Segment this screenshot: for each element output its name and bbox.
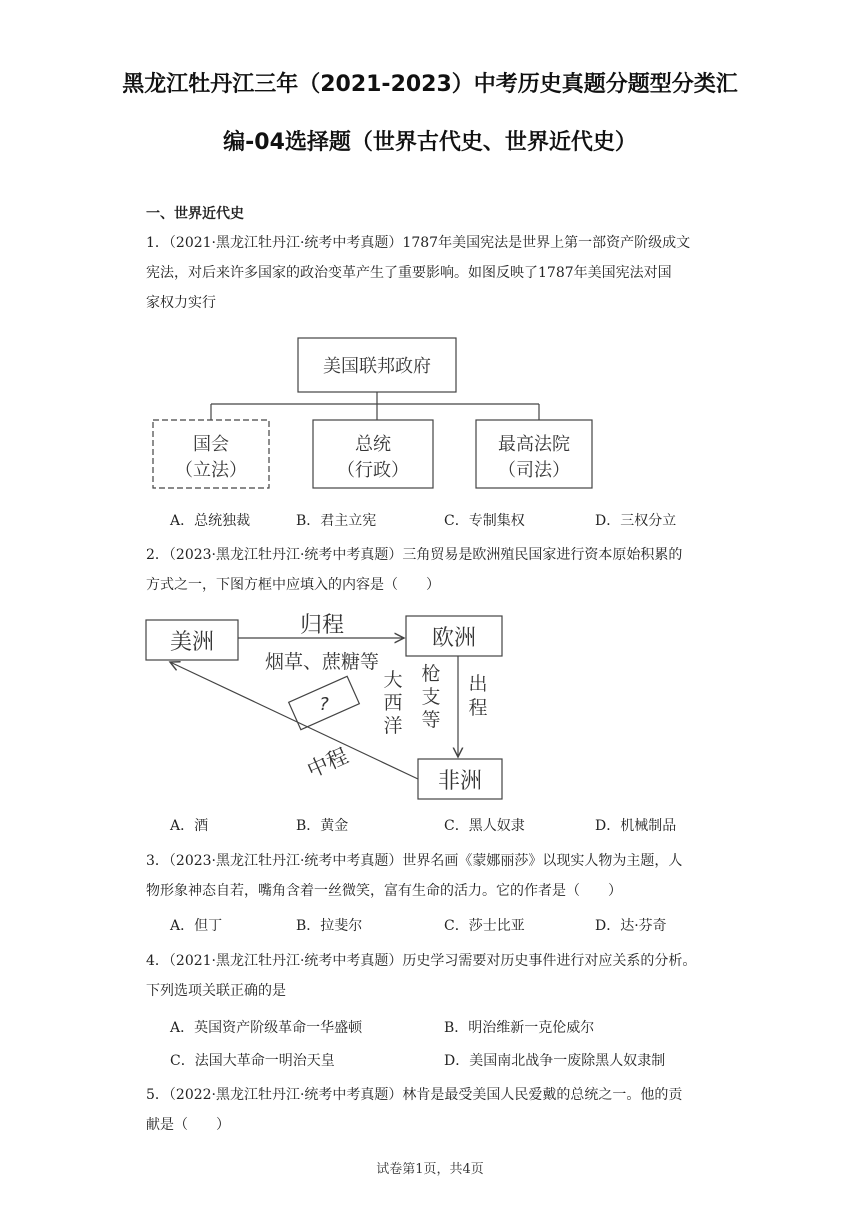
ocean-char: 西 [383, 692, 403, 714]
question-line: 宪法，对后来许多国家的政治变革产生了重要影响。如图反映了1787年美国宪法对国 [146, 265, 672, 281]
option-c[interactable]: C．法国大革命一明治天皇 [170, 1053, 335, 1069]
outbound-voyage-char: 出 [468, 673, 488, 695]
branch-name: 国会 [193, 434, 229, 455]
question-line: 3．（2023·黑龙江牡丹江·统考中考真题）世界名画《蒙娜丽莎》以现实人物为主题，人 [146, 853, 683, 869]
option-b[interactable]: B．拉斐尔 [296, 918, 363, 934]
ocean-char: 洋 [383, 715, 403, 737]
ocean-char: 大 [383, 669, 403, 691]
option-a[interactable]: A．酒 [170, 818, 209, 834]
outbound-goods-char: 枪 [421, 663, 441, 685]
options-q4-row2 [170, 1046, 730, 1076]
page-footer: 试卷第1页，共4页 [376, 1162, 484, 1177]
question-4 [146, 946, 716, 1006]
option-c[interactable]: C．专制集权 [444, 513, 525, 529]
option-a[interactable]: A．英国资产阶级革命一华盛顿 [170, 1020, 363, 1036]
option-c[interactable]: C．莎士比亚 [444, 918, 525, 934]
americas-label: 美洲 [169, 630, 215, 655]
question-line: 下列选项关联正确的是 [146, 983, 286, 999]
outbound-goods-char: 等 [421, 709, 441, 731]
option-b[interactable]: B．明治维新一克伦威尔 [444, 1020, 595, 1036]
option-a[interactable]: A．总统独裁 [170, 513, 251, 529]
question-line: 方式之一，下图方框中应填入的内容是（ ） [146, 577, 440, 593]
government-structure-diagram [150, 334, 596, 494]
question-line: 家权力实行 [146, 295, 216, 311]
middle-passage-label: 中程 [303, 743, 352, 783]
options-q3 [170, 911, 730, 941]
option-b[interactable]: B．君主立宪 [296, 513, 377, 529]
option-b[interactable]: B．黄金 [296, 818, 349, 834]
branch-name: 最高法院 [498, 434, 570, 455]
option-d[interactable]: D．三权分立 [595, 513, 677, 529]
options-q2 [170, 811, 730, 841]
branch-role: （立法） [175, 460, 247, 481]
question-line: 4．（2021·黑龙江牡丹江·统考中考真题）历史学习需要对历史事件进行对应关系的分析。 [146, 953, 697, 969]
question-5 [146, 1080, 716, 1140]
page-title [60, 56, 800, 172]
section-heading: 一、世界近代史 [146, 206, 244, 222]
options-q4-row1 [170, 1013, 730, 1043]
option-d[interactable]: D．达·芬奇 [595, 918, 667, 934]
question-line: 2．（2023·黑龙江牡丹江·统考中考真题）三角贸易是欧洲殖民国家进行资本原始积累的 [146, 547, 683, 563]
question-line: 1．（2021·黑龙江牡丹江·统考中考真题）1787年美国宪法是世界上第一部资产阶级成文 [146, 235, 691, 251]
return-goods-label: 烟草、蔗糖等 [264, 651, 380, 673]
triangular-trade-diagram [140, 606, 520, 806]
africa-label: 非洲 [437, 769, 483, 794]
question-3 [146, 846, 716, 906]
branch-role: （司法） [498, 460, 570, 481]
branch-role: （行政） [337, 460, 409, 481]
question-line: 物形象神态自若，嘴角含着一丝微笑，富有生命的活力。它的作者是（ ） [146, 883, 622, 899]
unknown-goods-label: ? [319, 694, 329, 715]
outbound-voyage-char: 程 [468, 697, 488, 719]
options-q1 [170, 506, 730, 536]
federal-government-label: 美国联邦政府 [323, 356, 431, 377]
outbound-goods-char: 支 [421, 686, 441, 708]
option-d[interactable]: D．机械制品 [595, 818, 677, 834]
question-1 [146, 228, 716, 318]
title-line-1: 黑龙江牡丹江三年（2021-2023）中考历史真题分题型分类汇 [122, 72, 738, 97]
option-a[interactable]: A．但丁 [170, 918, 223, 934]
europe-label: 欧洲 [431, 626, 477, 651]
question-line: 献是（ ） [146, 1117, 230, 1133]
option-c[interactable]: C．黑人奴隶 [444, 818, 525, 834]
branch-name: 总统 [355, 434, 391, 455]
return-voyage-label: 归程 [299, 613, 345, 638]
question-line: 5．（2022·黑龙江牡丹江·统考中考真题）林肯是最受美国人民爱戴的总统之一。他的贡 [146, 1087, 683, 1103]
question-2 [146, 540, 716, 600]
option-d[interactable]: D．美国南北战争一废除黑人奴隶制 [444, 1053, 666, 1069]
title-line-2: 编-04选择题（世界古代史、世界近代史） [223, 130, 637, 155]
